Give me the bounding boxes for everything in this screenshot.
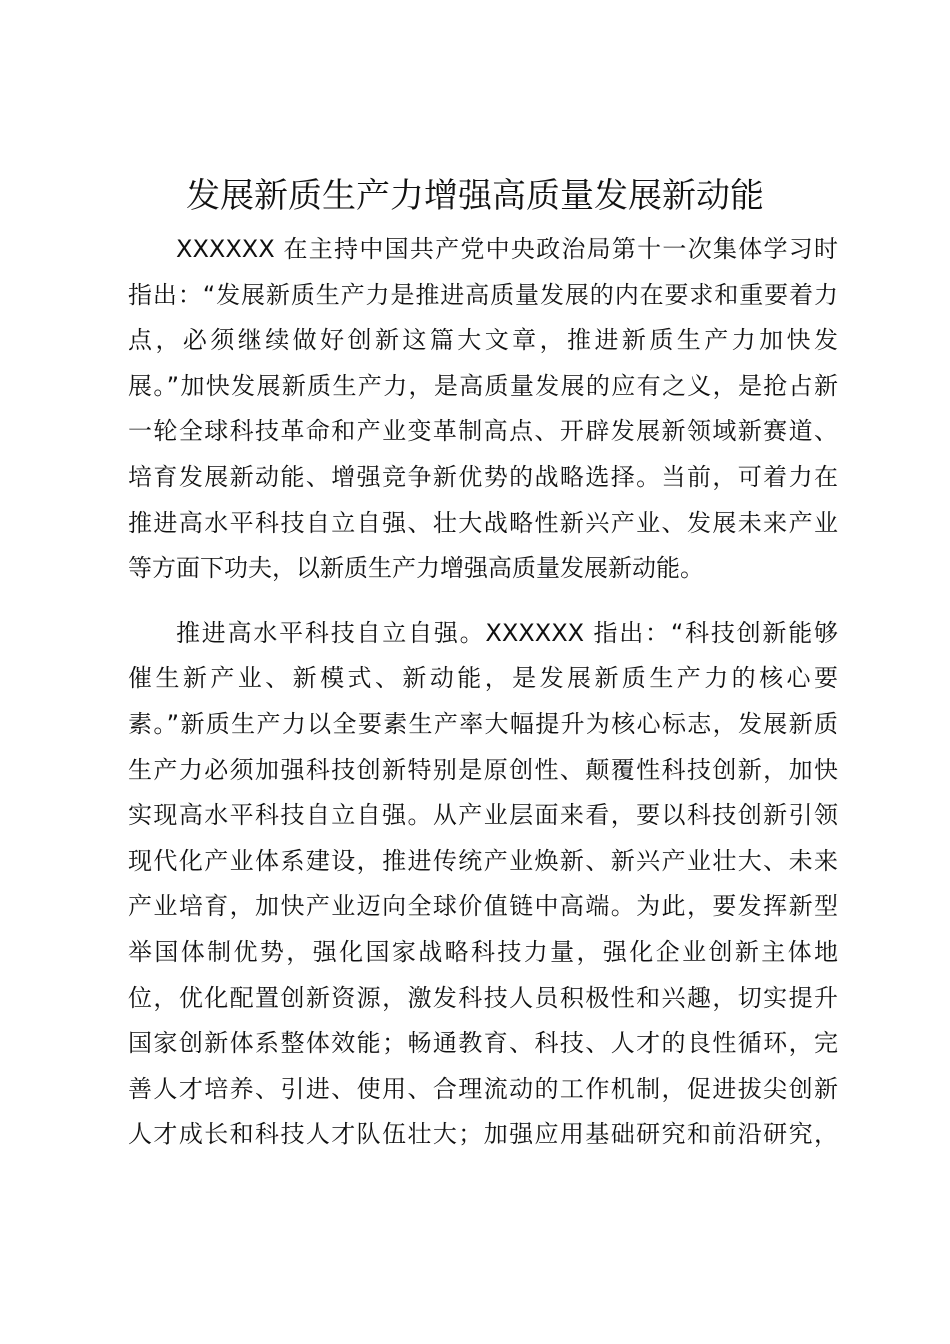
- paragraph-intro: [128, 227, 838, 592]
- text-line: 一轮全球科技革命和产业变革制高点、开辟发展新领域新赛道、: [128, 417, 838, 446]
- text-line: 指出：“发展新质生产力是推进高质量发展的内在要求和重要着力: [128, 280, 838, 309]
- text-line: 推进高水平科技自立自强、壮大战略性新兴产业、发展未来产业: [128, 508, 838, 537]
- text-line: 催生新产业、新模式、新动能，是发展新质生产力的核心要: [128, 664, 838, 693]
- text-line: 位，优化配置创新资源，激发科技人员积极性和兴趣，切实提升: [128, 983, 838, 1012]
- text-line: 素。”新质生产力以全要素生产率大幅提升为核心标志，发展新质: [128, 709, 838, 738]
- document-title: 发展新质生产力增强高质量发展新动能: [186, 176, 764, 216]
- text-line: 善人才培养、引进、使用、合理流动的工作机制，促进拔尖创新: [128, 1074, 838, 1103]
- text-line: 现代化产业体系建设，推进传统产业焕新、新兴产业壮大、未来: [128, 846, 838, 875]
- text-line: 人才成长和科技人才队伍壮大；加强应用基础研究和前沿研究，: [128, 1120, 838, 1149]
- text-line: 举国体制优势，强化国家战略科技力量，强化企业创新主体地: [128, 937, 838, 966]
- document-body: [128, 227, 838, 1158]
- text-line: 培育发展新动能、增强竞争新优势的战略选择。当前，可着力在: [128, 462, 838, 491]
- text-line: XXXXXX 在主持中国共产党中央政治局第十一次集体学习时: [176, 235, 838, 263]
- text-line: 实现高水平科技自立自强。从产业层面来看，要以科技创新引领: [128, 801, 838, 830]
- text-line: 推进高水平科技自立自强。XXXXXX 指出：“科技创新能够: [176, 618, 838, 647]
- text-line: 产业培育，加快产业迈向全球价值链中高端。为此，要发挥新型: [128, 892, 838, 921]
- text-line: 等方面下功夫，以新质生产力增强高质量发展新动能。: [128, 554, 704, 583]
- text-line: 国家创新体系整体效能；畅通教育、科技、人才的良性循环，完: [128, 1029, 838, 1058]
- text-line: 展。”加快发展新质生产力，是高质量发展的应有之义，是抢占新: [128, 371, 838, 400]
- paragraph-tech-self-reliance: [128, 611, 838, 1158]
- text-line: 生产力必须加强科技创新特别是原创性、颠覆性科技创新，加快: [128, 755, 838, 784]
- text-line: 点，必须继续做好创新这篇大文章，推进新质生产力加快发: [128, 326, 838, 355]
